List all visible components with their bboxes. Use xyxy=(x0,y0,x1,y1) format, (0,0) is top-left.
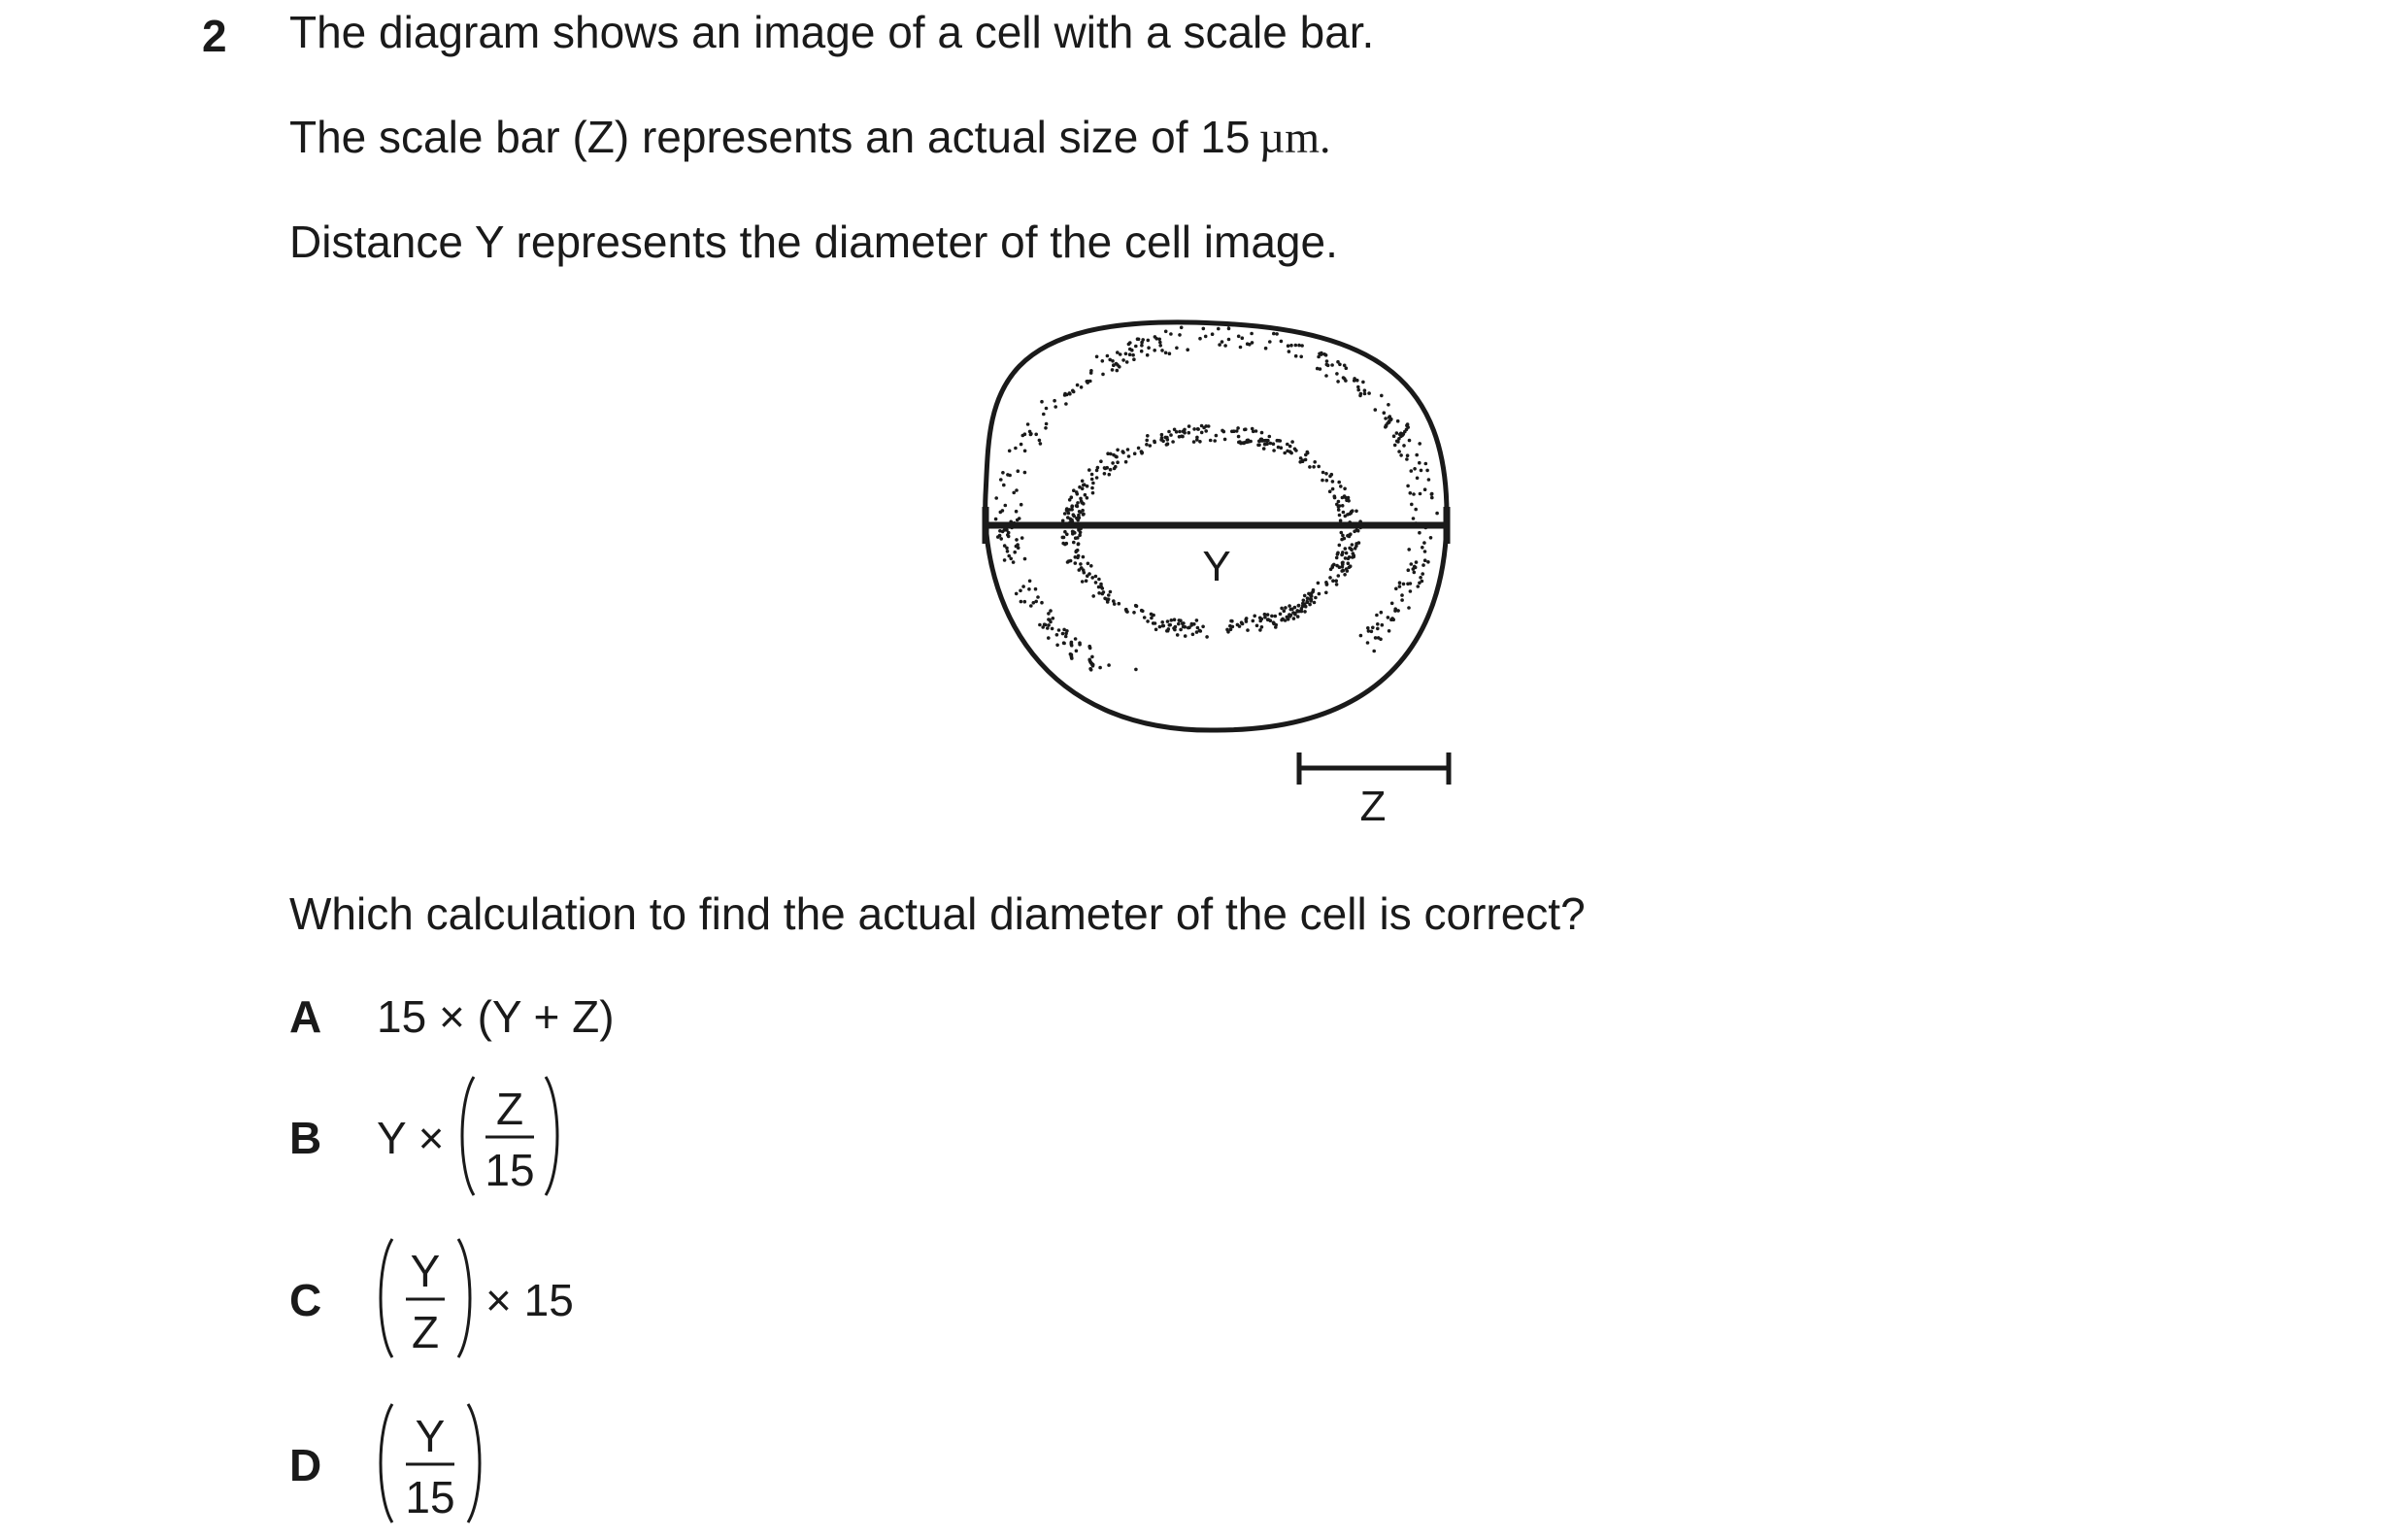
scale-bar-label: Z xyxy=(1359,783,1387,830)
option-d-denominator: 15 xyxy=(405,1472,455,1522)
question-number: 2 xyxy=(202,11,227,61)
option-b-fraction xyxy=(456,1073,563,1199)
nucleus-stipple xyxy=(1061,424,1363,639)
question-line-2-text: The scale bar (Z) represents an actual size of 15 xyxy=(289,112,1251,162)
question-prompt: Which calculation to find the actual diameter of the cell is correct? xyxy=(289,888,1586,939)
unit-micrometre: µm. xyxy=(1258,113,1331,162)
option-b-denominator: 15 xyxy=(485,1145,535,1195)
cytoplasm-stipple xyxy=(994,323,1439,671)
option-a-expression: 15 × (Y + Z) xyxy=(377,991,615,1042)
option-c-denominator: Z xyxy=(411,1307,440,1357)
option-d-letter[interactable]: D xyxy=(289,1440,322,1490)
option-c-trail: × 15 xyxy=(485,1275,574,1325)
diameter-label: Y xyxy=(1202,543,1231,590)
option-b-letter[interactable]: B xyxy=(289,1113,322,1163)
cell-membrane xyxy=(986,322,1447,730)
option-c-fraction xyxy=(377,1235,474,1361)
question-line-2 xyxy=(289,112,1331,162)
option-a-letter[interactable]: A xyxy=(289,991,322,1042)
option-d-fraction xyxy=(377,1400,484,1526)
option-d-numerator: Y xyxy=(415,1411,446,1461)
question-line-3: Distance Y represents the diameter of the cell image. xyxy=(289,217,1338,267)
option-b-lead: Y × xyxy=(377,1113,445,1163)
option-c-numerator: Y xyxy=(410,1246,441,1296)
option-c-letter[interactable]: C xyxy=(289,1275,322,1325)
option-b-numerator: Z xyxy=(495,1084,524,1134)
question-line-1: The diagram shows an image of a cell with a scale bar. xyxy=(289,7,1375,57)
